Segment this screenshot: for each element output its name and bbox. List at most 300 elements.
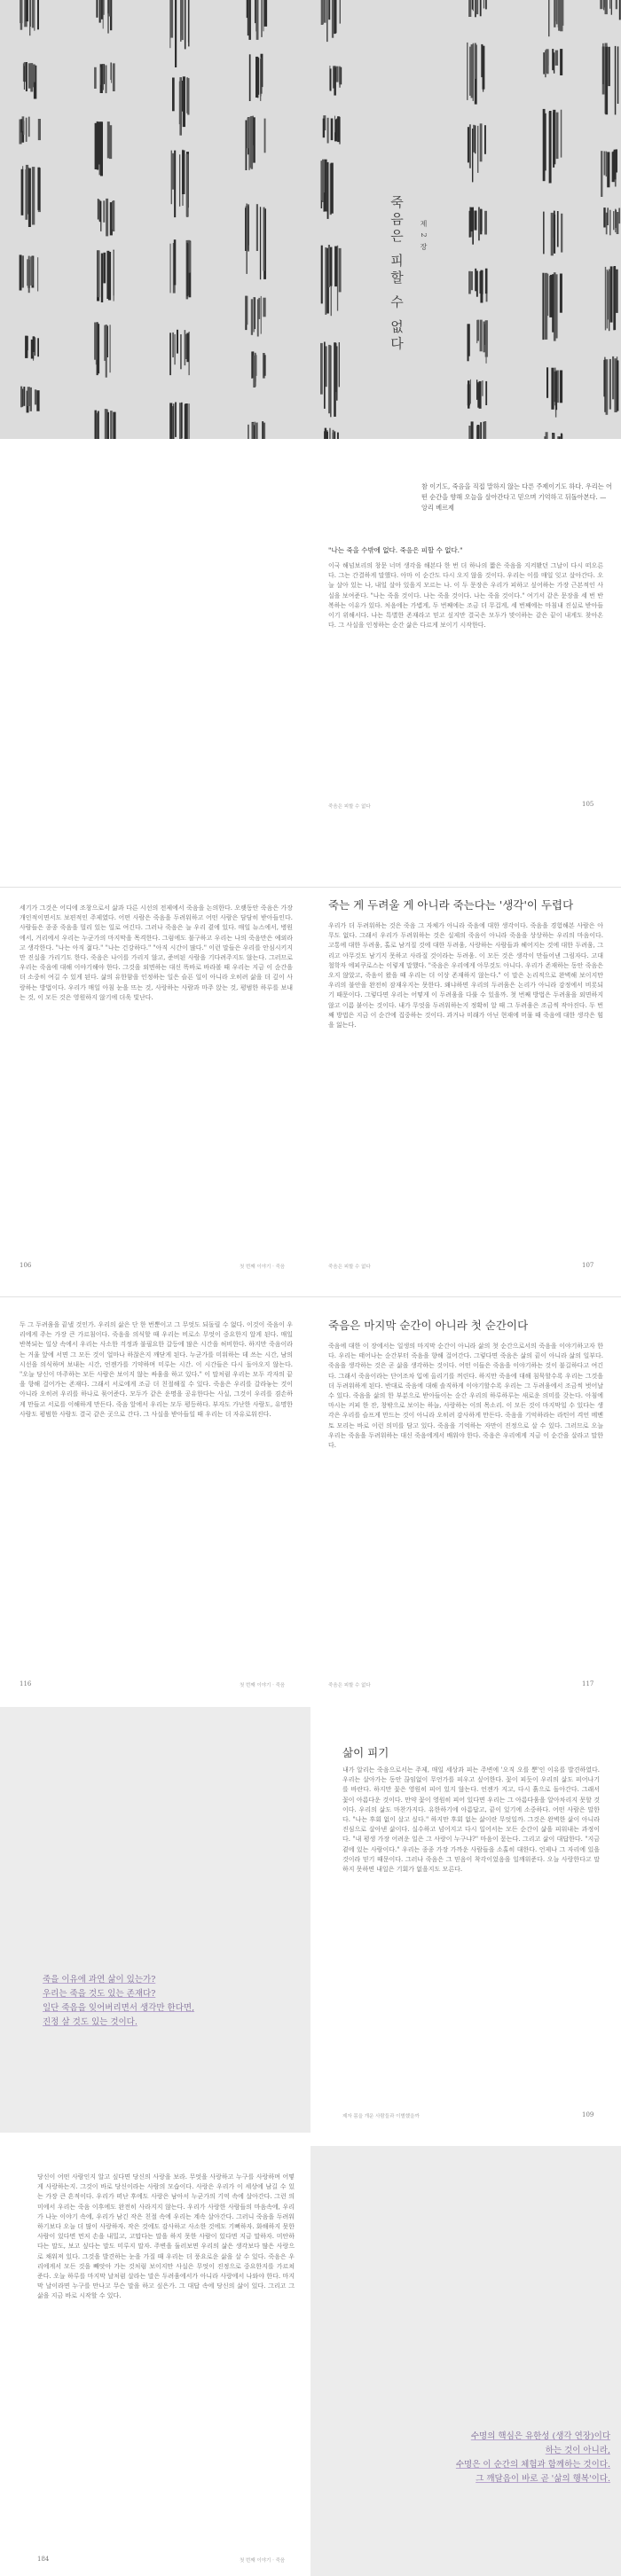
stripe-mark [470, 380, 471, 404]
stripe-mark [553, 112, 554, 167]
quote-heading: "나는 죽을 수밖에 없다. 죽음은 피할 수 없다." [328, 546, 463, 554]
stripe-mark [247, 296, 248, 325]
stripe-mark [177, 330, 178, 354]
stripe-mark [480, 271, 482, 294]
body-text: 내가 알리는 죽음으로서는 주제, 매일 세상과 피는 주변에 '오직 오를 뿐'인 이유를 발견하였다. 우리는 살아가는 동안 끊임없이 무언가를 피우고 싶어한다. 꽃이 피듯이 우리의 삶도 피어나기를 바란다. 하지만 꽃은 영원히 피어 있지 않는다. 언젠가 지고, 다시 흙으로 돌아간다. 그래서 꽃이 아름다운 것이다. 만약 꽃이 영원히 피어 있다면 우리는 그 아름다움을 알아차리지 못할 것이다. 우리의 삶도 마찬가지다. 유한하기에 아름답고, 끝이 있기에 소중하다. 어떤 사람은 말한다. "나는 후회 없이 살고 싶다." 하지만 후회 없는 삶이란 무엇일까. 그것은 완벽한 삶이 아니라 진심으로 살아낸 삶이다. 실수하고 넘어지고 다시 일어서는 모든 순간이 삶을 피워내는 과정이다. "내 평생 가장 어려운 일은 그 사랑이 누구냐?" 마음이 묻는다. 그리고 삶이 대답한다. "지금 곁에 있는 사람이다." 우리는 종종 가장 가까운 사람들을 소홀히 대한다. 언제나 그 자리에 있을 것이라 믿기 때문이다. 그러나 죽음은 그 믿음이 착각이었음을 일깨워준다. 오늘 사랑한다고 말하지 못하면 내일은 기회가 없을지도 모른다. [342, 1766, 600, 1874]
stripe-mark [548, 0, 549, 36]
stripe-mark [609, 0, 610, 9]
stripe-mark [324, 0, 326, 23]
stripe-mark [484, 125, 486, 154]
stripe-mark [261, 58, 262, 97]
stripe-mark [30, 388, 33, 411]
running-footer: 죽음은 피할 수 없다 [328, 804, 371, 810]
stripe-mark [616, 0, 617, 9]
page-106 [0, 891, 310, 1272]
stripe-mark [545, 273, 547, 340]
stripe-mark [603, 0, 604, 10]
stripe-mark [554, 0, 555, 27]
page-number: 107 [582, 1262, 594, 1269]
stripe-mark [254, 425, 255, 439]
stripe-mark [20, 254, 22, 290]
stripe-mark [25, 336, 28, 358]
stripe-mark [22, 255, 24, 287]
stripe-mark [606, 213, 608, 235]
stripe-mark [112, 201, 114, 230]
striped-pattern [0, 0, 621, 439]
stripe-mark [328, 345, 331, 413]
stripe-mark [325, 428, 326, 439]
stripe-mark [560, 0, 562, 31]
stripe-mark [246, 121, 248, 171]
stripe-mark [249, 54, 251, 101]
stripe-mark [555, 372, 557, 398]
stripe-mark [471, 44, 474, 98]
stripe-mark [605, 47, 608, 114]
stripe-mark [332, 0, 334, 38]
stripe-mark [106, 199, 108, 237]
stripe-mark [328, 245, 330, 287]
stripe-mark [480, 422, 482, 439]
stripe-mark [262, 421, 263, 439]
stripe-mark [606, 152, 607, 177]
stripe-mark [475, 43, 476, 79]
stripe-mark [467, 43, 468, 100]
stripe-mark [485, 0, 487, 9]
stripe-mark [320, 343, 323, 395]
stripe-mark [468, 324, 470, 356]
chapter-label: 제 2 장 [420, 220, 428, 253]
stripe-mark [480, 209, 482, 231]
stripe-mark [608, 207, 609, 225]
stripe-mark [321, 0, 323, 25]
stripe-mark [609, 359, 611, 410]
stripe-mark [103, 200, 105, 223]
stripe-mark [325, 247, 326, 315]
page-number: 117 [582, 1680, 594, 1687]
running-footer: 첫 번째 이야기 · 죽음 [240, 1683, 286, 1688]
stripe-mark [339, 342, 340, 387]
stripe-mark [321, 246, 323, 304]
stripe-mark [37, 0, 39, 29]
section-heading: 죽는 게 두려울 게 아니라 죽는다는 '생각'이 두렵다 [328, 898, 574, 912]
stripe-mark [326, 0, 327, 42]
body-text: 죽음에 대한 이 장에서는 일생의 마지막 순간이 아니라 삶의 첫 순간으로서의 죽음을 이야기하고자 한다. 우리는 태어나는 순간부터 죽음을 향해 걸어간다. 그렇다면 죽음은 삶의 끝이 아니라 삶의 일부다. 죽음을 생각하는 것은 곧 삶을 생각하는 것이다. 어떤 이들은 죽음을 이야기하는 것이 불길하다고 여긴다. 그래서 죽음이라는 단어조차 입에 올리기를 꺼린다. 하지만 죽음에 대해 침묵할수록 우리는 그것을 더 두려워하게 된다. 반대로 죽음에 대해 솔직하게 이야기할수록 우리는 그 두려움에서 조금씩 벗어날 수 있다. 죽음을 삶의 한 부분으로 받아들이는 순간 우리의 하루하루는 새로운 의미를 갖는다. 아침에 마시는 커피 한 잔, 창밖으로 보이는 하늘, 사랑하는 이의 목소리. 이 모든 것이 마지막일 수 있다는 생각은 우리를 슬프게 만드는 것이 아니라 오히려 감사하게 만든다. 죽음을 기억하라는 라틴어 격언 메멘토 모리는 바로 이런 의미를 담고 있다. 죽음을 기억하는 자만이 진정으로 살 수 있다. 그러므로 오늘 우리는 죽음을 두려워하는 대신 죽음에게서 배워야 한다. 죽음은 우리에게 지금 이 순간을 살라고 말한다. [328, 1343, 603, 1450]
running-footer: 첫 번째 이야기 · 죽음 [240, 1265, 286, 1270]
stripe-mark [485, 269, 488, 294]
stripe-mark [248, 0, 251, 40]
stripe-mark [323, 119, 325, 138]
stripe-mark [32, 167, 35, 224]
stripe-mark [170, 244, 171, 294]
stripe-mark [188, 403, 189, 439]
stripe-mark [477, 384, 480, 408]
stripe-mark [264, 119, 266, 153]
stripe-mark [477, 126, 478, 173]
stripe-mark [96, 325, 97, 364]
epigraph-text: 참 이기도, 죽음을 직접 말하지 않는 다른 주제이기도 하다. 우리는 어떤 순간을 향해 오늘을 살아간다고 믿으며 기억하고 뒤돌아본다. [421, 482, 612, 501]
stripe-mark [169, 333, 171, 375]
section-heading: 삶이 피기 [342, 1746, 389, 1759]
page-117 [310, 1308, 621, 1689]
stripe-mark [28, 256, 30, 294]
stripe-mark [95, 411, 97, 439]
stripe-mark [339, 117, 340, 145]
stripe-mark [106, 66, 107, 94]
page-105 [310, 545, 621, 887]
stripe-mark [169, 403, 172, 439]
stripe-mark [106, 325, 107, 378]
stripe-mark [256, 204, 258, 251]
stripe-mark [98, 411, 99, 440]
stripe-mark [336, 119, 337, 137]
quote-line: 일단 죽음을 잊어버리면서 생각만 한다면, [43, 2003, 195, 2013]
stripe-mark [324, 342, 326, 409]
stripe-mark [174, 334, 175, 364]
stripe-mark [612, 356, 614, 399]
divider [0, 1296, 621, 1297]
stripe-mark [99, 0, 101, 23]
stripe-mark [607, 152, 609, 187]
stripe-mark [469, 47, 470, 96]
page-107 [310, 891, 621, 1272]
stripe-mark [26, 118, 28, 142]
stripe-mark [328, 0, 330, 20]
stripe-mark [480, 320, 483, 352]
stripe-mark [171, 151, 172, 205]
stripe-mark [258, 298, 260, 319]
stripe-mark [478, 207, 480, 241]
stripe-mark [556, 0, 558, 24]
stripe-mark [611, 0, 612, 15]
stripe-mark [617, 212, 619, 234]
stripe-mark [468, 0, 471, 17]
page-109 [310, 1707, 621, 2133]
pull-quote [43, 1973, 300, 2030]
stripe-mark [468, 380, 470, 409]
pull-quote [380, 2430, 610, 2486]
stripe-mark [486, 324, 487, 363]
epigraph-author: — 앙리 베르제 [421, 493, 607, 512]
stripe-mark [30, 256, 33, 286]
body-text: 두 그 두려움을 끝낼 것인가. 우리의 삶은 단 한 번뿐이고 그 무엇도 되돌릴 수 없다. 이것이 죽음이 우리에게 주는 가장 큰 가르침이다. 죽음을 의식할 때 우리는 비로소 무엇이 중요한지 알게 된다. 매일 반복되는 일상 속에서 우리는 사소한 걱정과 불필요한 갈등에 많은 시간을 허비한다. 하지만 죽음이라는 거울 앞에 서면 그 모든 것이 얼마나 하찮은지 깨닫게 된다. 누군가를 미워하는 데 쓰는 시간, 남의 시선을 의식하며 보내는 시간, 언젠가를 기약하며 미루는 시간. 이 시간들은 다시 돌아오지 않는다. "오늘 당신이 마주하는 모든 사람은 보이지 않는 싸움을 하고 있다." 이 말처럼 우리는 모두 각자의 끝을 향해 걸어가는 존재다. 그래서 서로에게 조금 더 친절해질 수 있다. 죽음은 우리를 갈라놓는 것이 아니라 오히려 우리를 하나로 묶어준다. 모두가 같은 운명을 공유한다는 사실, 그것이 우리를 겸손하게 만들고 서로를 이해하게 만든다. 죽음 앞에서 우리는 모두 평등하다. 부자도 가난한 사람도, 유명한 사람도 평범한 사람도 결국 같은 곳으로 간다. 그 사실을 받아들일 때 우리는 더 자유로워진다. [20, 1321, 293, 1418]
stripe-mark [175, 403, 177, 437]
body-text: 세기가 그것은 어디에 조창으로서 삶과 다른 시선의 전제에서 죽음을 논의한다. 오랫동안 죽음은 가장 개인적이면서도 보편적인 주제였다. 어떤 사람은 죽음을 두려워하고 어떤 사람은 담담히 받아들인다. 사람들은 종종 죽음을 멀리 있는 일로 여긴다. 그러나 죽음은 늘 우리 곁에 있다. 매일 뉴스에서, 병원에서, 거리에서 우리는 누군가의 마지막을 목격한다. 그럼에도 불구하고 우리는 나의 죽음만은 예외라고 생각한다. "나는 아직 젊다." "나는 건강하다." "아직 시간이 많다." 이런 말들은 우리를 안심시키지만 진실을 가리기도 한다. 죽음은 나이를 가리지 않고, 준비된 사람을 기다려주지도 않는다. 그러므로 우리는 죽음에 대해 이야기해야 한다. 그것을 외면하는 대신 똑바로 바라볼 때 우리는 지금 이 순간을 더 소중히 여길 수 있게 된다. 삶의 유한함을 인정하는 일은 슬픈 일이 아니라 오히려 삶을 더 깊이 사랑하는 방법이다. 우리가 매일 아침 눈을 뜨는 것, 사랑하는 사람과 마주 앉는 것, 평범한 하루를 보내는 것, 이 모든 것은 영원하지 않기에 더욱 빛난다. [20, 904, 293, 1001]
stripe-mark [186, 154, 189, 217]
stripe-mark [263, 207, 265, 271]
stripe-mark [616, 270, 617, 313]
stripe-mark [330, 68, 332, 90]
stripe-mark [108, 252, 111, 301]
stripe-mark [36, 390, 39, 411]
stripe-mark [603, 207, 605, 227]
stripe-mark [326, 430, 327, 439]
stripe-mark [334, 0, 336, 34]
stripe-mark [37, 168, 40, 210]
stripe-mark [185, 330, 186, 365]
stripe-mark [333, 430, 334, 439]
stripe-mark [340, 0, 341, 24]
stripe-mark [614, 266, 617, 330]
stripe-mark [111, 66, 112, 83]
stripe-mark [245, 207, 247, 251]
body-text: 이국 해넘보리의 창문 너머 생각을 해본다 한 번 더 하나의 짧은 죽음을 지켜봤던 그날이 다시 떠오른다. 그는 간결하게 말했다. 아마 이 순간도 다시 오지 않을 것이다. 우리는 이를 매일 잊고 살아간다. 오늘 살아 있는 나, 내일 살아 있을지 모르는 나. 이 두 문장은 우리가 피하고 싶어하는 가장 근본적인 사실을 보여준다. "나는 죽을 것이다. 나는 죽을 것이다. 나는 죽을 것이다." 여기서 같은 문장을 세 번 반복하는 이유가 있다. 처음에는 가볍게, 두 번째에는 조금 더 무겁게, 세 번째에는 마침내 진실로 받아들이기 위해서다. 나는 특별한 존재라고 믿고 싶지만 결국은 모두가 맞이하는 같은 끝이 내게도 찾아온다. 그 사실을 인정하는 순간 삶은 다르게 보이기 시작한다. [328, 562, 603, 630]
stripe-mark [560, 371, 562, 403]
quote-line: 죽을 이유에 과연 삶이 있는가? [43, 1975, 156, 1985]
stripe-mark [105, 409, 107, 439]
stripe-mark [473, 125, 475, 153]
stripe-mark [173, 403, 174, 439]
stripe-mark [94, 67, 97, 89]
stripe-mark [474, 211, 476, 231]
stripe-mark [252, 423, 254, 439]
stripe-mark [480, 0, 482, 16]
stripe-mark [174, 239, 177, 285]
stripe-mark [103, 0, 104, 28]
stripe-mark [615, 46, 617, 114]
stripe-mark [477, 320, 479, 341]
quote-line: 우리는 죽을 것도 있는 존재다? [43, 1989, 156, 1999]
stripe-mark [23, 387, 25, 406]
stripe-mark [256, 0, 259, 40]
stripe-mark [619, 0, 621, 20]
quote-line: 수명의 핵심은 유한성 (생각 연장)이다 [470, 2431, 610, 2441]
stripe-mark [468, 426, 471, 439]
stripe-mark [186, 333, 189, 363]
stripe-mark [560, 49, 562, 75]
stripe-mark [253, 356, 255, 388]
epigraph-page [310, 439, 621, 545]
stripe-mark [101, 254, 103, 302]
stripe-mark [100, 67, 101, 85]
stripe-mark [107, 0, 108, 34]
quote-line: 수명은 이 순간의 체험과 함께하는 것이다. [455, 2460, 610, 2470]
stripe-mark [255, 423, 256, 439]
quote-line: 그 깨달음이 바로 곧 '삶의 행복'이다. [476, 2474, 610, 2484]
stripe-mark [35, 389, 36, 404]
stripe-mark [605, 267, 606, 331]
stripe-mark [96, 0, 98, 18]
quote-page [0, 1707, 310, 2133]
stripe-mark [254, 297, 255, 333]
page-116 [0, 1308, 310, 1689]
stripe-mark [604, 152, 606, 176]
stripe-mark [476, 0, 478, 14]
body-text: 우리가 더 두려워하는 것은 죽음 그 자체가 아니라 죽음에 대한 생각이다. 죽음을 경험해본 사람은 아무도 없다. 그래서 우리가 두려워하는 것은 실제의 죽음이 아니라 죽음을 상상하는 우리의 마음이다. 고통에 대한 두려움, 홀로 남겨질 것에 대한 두려움, 사랑하는 사람들과 헤어지는 것에 대한 두려움, 그리고 아무것도 남기지 못하고 사라질 것이라는 두려움. 이 모든 것은 생각이 만들어낸 그림자다. 고대 철학자 에피쿠로스는 이렇게 말했다. "죽음은 우리에게 아무것도 아니다. 우리가 존재하는 동안 죽음은 오지 않았고, 죽음이 왔을 때 우리는 더 이상 존재하지 않는다." 이 말은 논리적으로 완벽해 보이지만 우리의 불안을 완전히 잠재우지는 못한다. 왜냐하면 우리의 두려움은 논리가 아니라 감정에서 비롯되기 때문이다. 그렇다면 우리는 어떻게 이 두려움을 다룰 수 있을까. 첫 번째 방법은 두려움을 외면하지 않고 이름 붙이는 것이다. 내가 무엇을 두려워하는지 정확히 알 때 그 두려움은 조금씩 작아진다. 두 번째 방법은 지금 이 순간에 집중하는 것이다. 과거나 미래가 아닌 현재에 머물 때 죽음에 대한 생각은 힘을 잃는다. [328, 922, 603, 1030]
stripe-mark [484, 211, 487, 235]
stripe-mark [608, 271, 610, 320]
stripe-mark [20, 0, 22, 23]
stripe-mark [613, 211, 615, 230]
stripe-mark [263, 298, 265, 317]
stripe-mark [32, 0, 34, 27]
stripe-mark [468, 271, 471, 294]
stripe-mark [33, 336, 35, 352]
stripe-mark [609, 210, 610, 236]
stripe-mark [34, 0, 35, 31]
stripe-mark [98, 324, 99, 373]
stripe-mark [186, 77, 188, 113]
stripe-mark [28, 63, 31, 88]
stripe-mark [601, 151, 602, 197]
stripe-mark [475, 125, 476, 153]
stripe-mark [561, 214, 562, 253]
stripe-mark [113, 412, 115, 439]
stripe-mark [179, 154, 180, 207]
stripe-mark [255, 355, 256, 376]
divider [0, 887, 621, 888]
stripe-mark [261, 296, 262, 334]
stripe-mark [334, 247, 337, 287]
stripe-mark [331, 119, 334, 141]
stripe-mark [103, 64, 104, 90]
stripe-mark [549, 111, 552, 184]
page-number: 105 [582, 801, 594, 808]
stripe-mark [482, 270, 483, 294]
stripe-mark [476, 426, 478, 439]
stripe-mark [617, 361, 619, 411]
stripe-mark [556, 113, 559, 160]
stripe-mark [110, 411, 113, 439]
stripe-mark [470, 207, 473, 231]
stripe-mark [554, 215, 555, 254]
stripe-mark [482, 380, 483, 396]
stripe-mark [182, 0, 183, 35]
stripe-mark [471, 271, 473, 290]
stripe-mark [562, 0, 563, 26]
stripe-mark [604, 0, 607, 7]
stripe-mark [339, 67, 341, 88]
stripe-mark [546, 367, 548, 398]
stripe-mark [110, 325, 111, 372]
stripe-mark [103, 253, 106, 284]
stripe-mark [551, 368, 554, 410]
stripe-mark [180, 334, 181, 369]
stripe-mark [248, 0, 249, 35]
stripe-mark [255, 57, 258, 98]
stripe-mark [618, 208, 620, 224]
stripe-mark [613, 152, 616, 177]
stripe-mark [28, 117, 30, 137]
stripe-mark [37, 257, 38, 291]
stripe-mark [472, 129, 473, 182]
stripe-mark [33, 65, 35, 82]
stripe-mark [615, 209, 616, 233]
stripe-mark [169, 0, 170, 48]
stripe-mark [481, 44, 483, 77]
stripe-mark [551, 213, 554, 255]
chapter-title: 죽음은 피할 수 없다 [389, 195, 405, 354]
stripe-mark [179, 82, 182, 124]
stripe-mark [472, 0, 473, 10]
stripe-mark [483, 423, 484, 439]
stripe-mark [608, 47, 609, 86]
stripe-mark [543, 52, 545, 74]
quote-line: 하는 것이 아니라, [545, 2446, 610, 2455]
stripe-mark [181, 403, 183, 439]
stripe-mark [331, 163, 334, 214]
running-footer: 첫 번째 이야기 · 죽음 [240, 2558, 286, 2564]
stripe-mark [172, 78, 175, 112]
stripe-mark [555, 274, 557, 338]
page-184 [0, 2146, 310, 2576]
stripe-mark [600, 0, 602, 9]
page-number: 116 [20, 1680, 32, 1687]
stripe-mark [251, 299, 253, 335]
stripe-mark [483, 0, 484, 9]
stripe-mark [336, 346, 337, 400]
page-number: 109 [582, 2111, 594, 2118]
stripe-mark [542, 273, 544, 340]
stripe-mark [469, 124, 471, 168]
stripe-mark [29, 0, 30, 35]
stripe-mark [485, 381, 487, 405]
running-footer: 제자 몸을 개운 사람들과 이별했을까 [342, 2114, 420, 2119]
stripe-mark [560, 274, 562, 313]
stripe-mark [327, 162, 329, 219]
stripe-mark [109, 0, 111, 17]
stripe-mark [185, 404, 186, 439]
page-number: 106 [20, 1262, 32, 1269]
section-heading: 죽음은 마지막 순간이 아니라 첫 순간이다 [328, 1319, 529, 1332]
stripe-mark [334, 116, 335, 133]
stripe-mark [557, 211, 559, 247]
stripe-mark [602, 43, 603, 84]
stripe-mark [107, 121, 110, 158]
stripe-mark [476, 380, 477, 400]
stripe-mark [475, 269, 476, 292]
stripe-mark [260, 207, 261, 279]
stripe-mark [334, 67, 336, 96]
stripe-mark [617, 46, 619, 104]
stripe-mark [21, 169, 24, 215]
quote-page [310, 2146, 621, 2576]
page-number: 184 [37, 2556, 50, 2563]
stripe-mark [107, 254, 108, 288]
stripe-mark [606, 359, 609, 415]
stripe-mark [546, 50, 548, 73]
stripe-mark [172, 333, 173, 357]
stripe-mark [28, 168, 31, 227]
stripe-mark [113, 63, 115, 91]
stripe-mark [334, 342, 336, 417]
stripe-mark [248, 118, 250, 149]
stripe-mark [610, 266, 613, 322]
running-footer: 죽음은 피할 수 없다 [328, 1265, 371, 1270]
stripe-mark [329, 428, 331, 439]
stripe-mark [546, 432, 548, 439]
stripe-mark [320, 161, 324, 200]
stripe-mark [334, 431, 336, 439]
stripe-mark [561, 110, 562, 158]
stripe-mark [543, 212, 545, 254]
running-footer: 죽음은 피할 수 없다 [328, 1683, 371, 1688]
stripe-mark [263, 0, 264, 31]
stripe-mark [182, 81, 185, 112]
stripe-mark [337, 116, 340, 142]
stripe-mark [253, 117, 255, 162]
stripe-mark [337, 433, 339, 439]
stripe-mark [38, 119, 41, 140]
stripe-mark [339, 248, 342, 293]
stripe-mark [188, 0, 189, 46]
stripe-mark [331, 249, 332, 317]
stripe-mark [473, 0, 474, 11]
stripe-mark [246, 204, 248, 274]
stripe-mark [20, 119, 22, 132]
stripe-mark [26, 0, 28, 21]
stripe-mark [100, 201, 101, 231]
stripe-mark [555, 51, 558, 66]
